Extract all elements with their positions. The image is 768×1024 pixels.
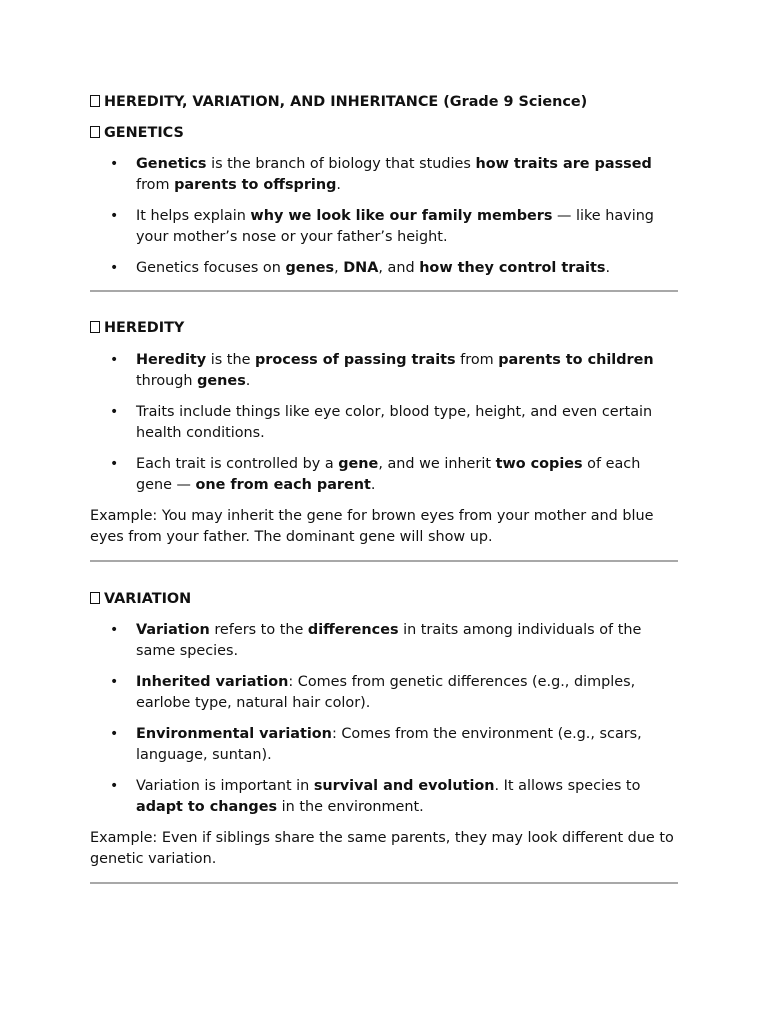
divider <box>90 290 678 292</box>
missing-glyph-icon <box>90 592 100 604</box>
text-run: — like having your mother’s nose or your father’s height. <box>136 208 654 245</box>
bold-term: Inherited variation <box>136 674 289 690</box>
divider <box>90 560 678 562</box>
bold-term: genes <box>285 260 335 276</box>
bold-term: Environmental variation <box>136 726 332 742</box>
section-heading: VARIATION <box>90 589 680 609</box>
bullet-icon: • <box>110 208 119 224</box>
text-run: in traits among individuals of the same species. <box>136 622 642 659</box>
text-run: . <box>605 260 611 276</box>
text-run: Variation is important in <box>136 778 314 794</box>
divider <box>90 882 678 884</box>
missing-glyph-icon <box>90 126 100 138</box>
missing-glyph-icon <box>90 321 100 333</box>
text-run: Each trait is controlled by a <box>136 456 339 472</box>
text-run: is the <box>206 352 255 368</box>
bold-term: two copies <box>495 456 583 472</box>
bullet-icon: • <box>110 404 119 420</box>
text-run: from <box>136 177 175 193</box>
list-item <box>90 258 680 279</box>
bold-term: how they control traits <box>419 260 606 276</box>
bold-term: gene <box>338 456 379 472</box>
bullet-icon: • <box>110 456 119 472</box>
bold-term: one from each parent <box>195 477 371 493</box>
text-run: from <box>455 352 499 368</box>
text-run: is the branch of biology that studies <box>206 156 476 172</box>
bold-term: differences <box>307 622 399 638</box>
list-item <box>90 154 680 196</box>
list-item <box>90 672 680 714</box>
bullet-list <box>90 620 680 818</box>
bullet-icon: • <box>110 260 119 276</box>
list-item <box>90 350 680 392</box>
bold-term: parents to children <box>498 352 654 368</box>
section-heredity <box>90 318 680 548</box>
text-run: It helps explain <box>136 208 251 224</box>
bold-term: DNA <box>343 260 379 276</box>
bold-term: adapt to changes <box>136 799 278 815</box>
example-text: Example: Even if siblings share the same parents, they may look different due to genetic variation. <box>90 830 674 867</box>
section-variation <box>90 589 680 870</box>
text-run: , and <box>378 260 420 276</box>
list-item <box>90 776 680 818</box>
list-item <box>90 402 680 444</box>
text-run: . <box>336 177 341 193</box>
bold-term: parents to offspring <box>174 177 337 193</box>
missing-glyph-icon <box>90 95 100 107</box>
bullet-icon: • <box>110 674 119 690</box>
list-item <box>90 206 680 248</box>
bold-term: Variation <box>136 622 210 638</box>
text-run: . It allows species to <box>494 778 641 794</box>
text-run: : Comes from the environment (e.g., scars, language, suntan). <box>136 726 642 763</box>
document-page <box>90 92 680 884</box>
bold-term: process of passing traits <box>255 352 456 368</box>
example-text: Example: You may inherit the gene for brown eyes from your mother and blue eyes from your father. The dominant gene will show up. <box>90 508 654 545</box>
list-item <box>90 620 680 662</box>
list-item <box>90 454 680 496</box>
bold-term: why we look like our family members <box>250 208 553 224</box>
bold-term: Heredity <box>136 352 207 368</box>
text-run: : Comes from genetic differences (e.g., dimples, earlobe type, natural hair color). <box>136 674 636 711</box>
bullet-icon: • <box>110 622 119 638</box>
text-run: . <box>245 373 251 389</box>
list-item <box>90 724 680 766</box>
text-run: of each gene — <box>136 456 641 493</box>
section-genetics <box>90 123 680 279</box>
text-run: , and we inherit <box>378 456 496 472</box>
bold-term: genes <box>197 373 246 389</box>
bullet-icon: • <box>110 778 119 794</box>
bold-term: survival and evolution <box>313 778 495 794</box>
section-heading: GENETICS <box>90 123 680 143</box>
text-run: through <box>136 373 198 389</box>
text-run: Genetics focuses on <box>136 260 286 276</box>
text-run: Traits include things like eye color, blood type, height, and even certain health conditions. <box>136 404 653 441</box>
document-title: HEREDITY, VARIATION, AND INHERITANCE (Grade 9 Science) <box>90 92 680 112</box>
bullet-icon: • <box>110 726 119 742</box>
bullet-icon: • <box>110 352 119 368</box>
text-run: in the environment. <box>277 799 424 815</box>
section-heading: HEREDITY <box>90 318 680 338</box>
bullet-list <box>90 350 680 496</box>
bold-term: how traits are passed <box>475 156 652 172</box>
text-run: , <box>334 260 344 276</box>
bold-term: Genetics <box>136 156 207 172</box>
text-run: refers to the <box>209 622 308 638</box>
bullet-icon: • <box>110 156 119 172</box>
bullet-list <box>90 154 680 279</box>
text-run: . <box>370 477 376 493</box>
